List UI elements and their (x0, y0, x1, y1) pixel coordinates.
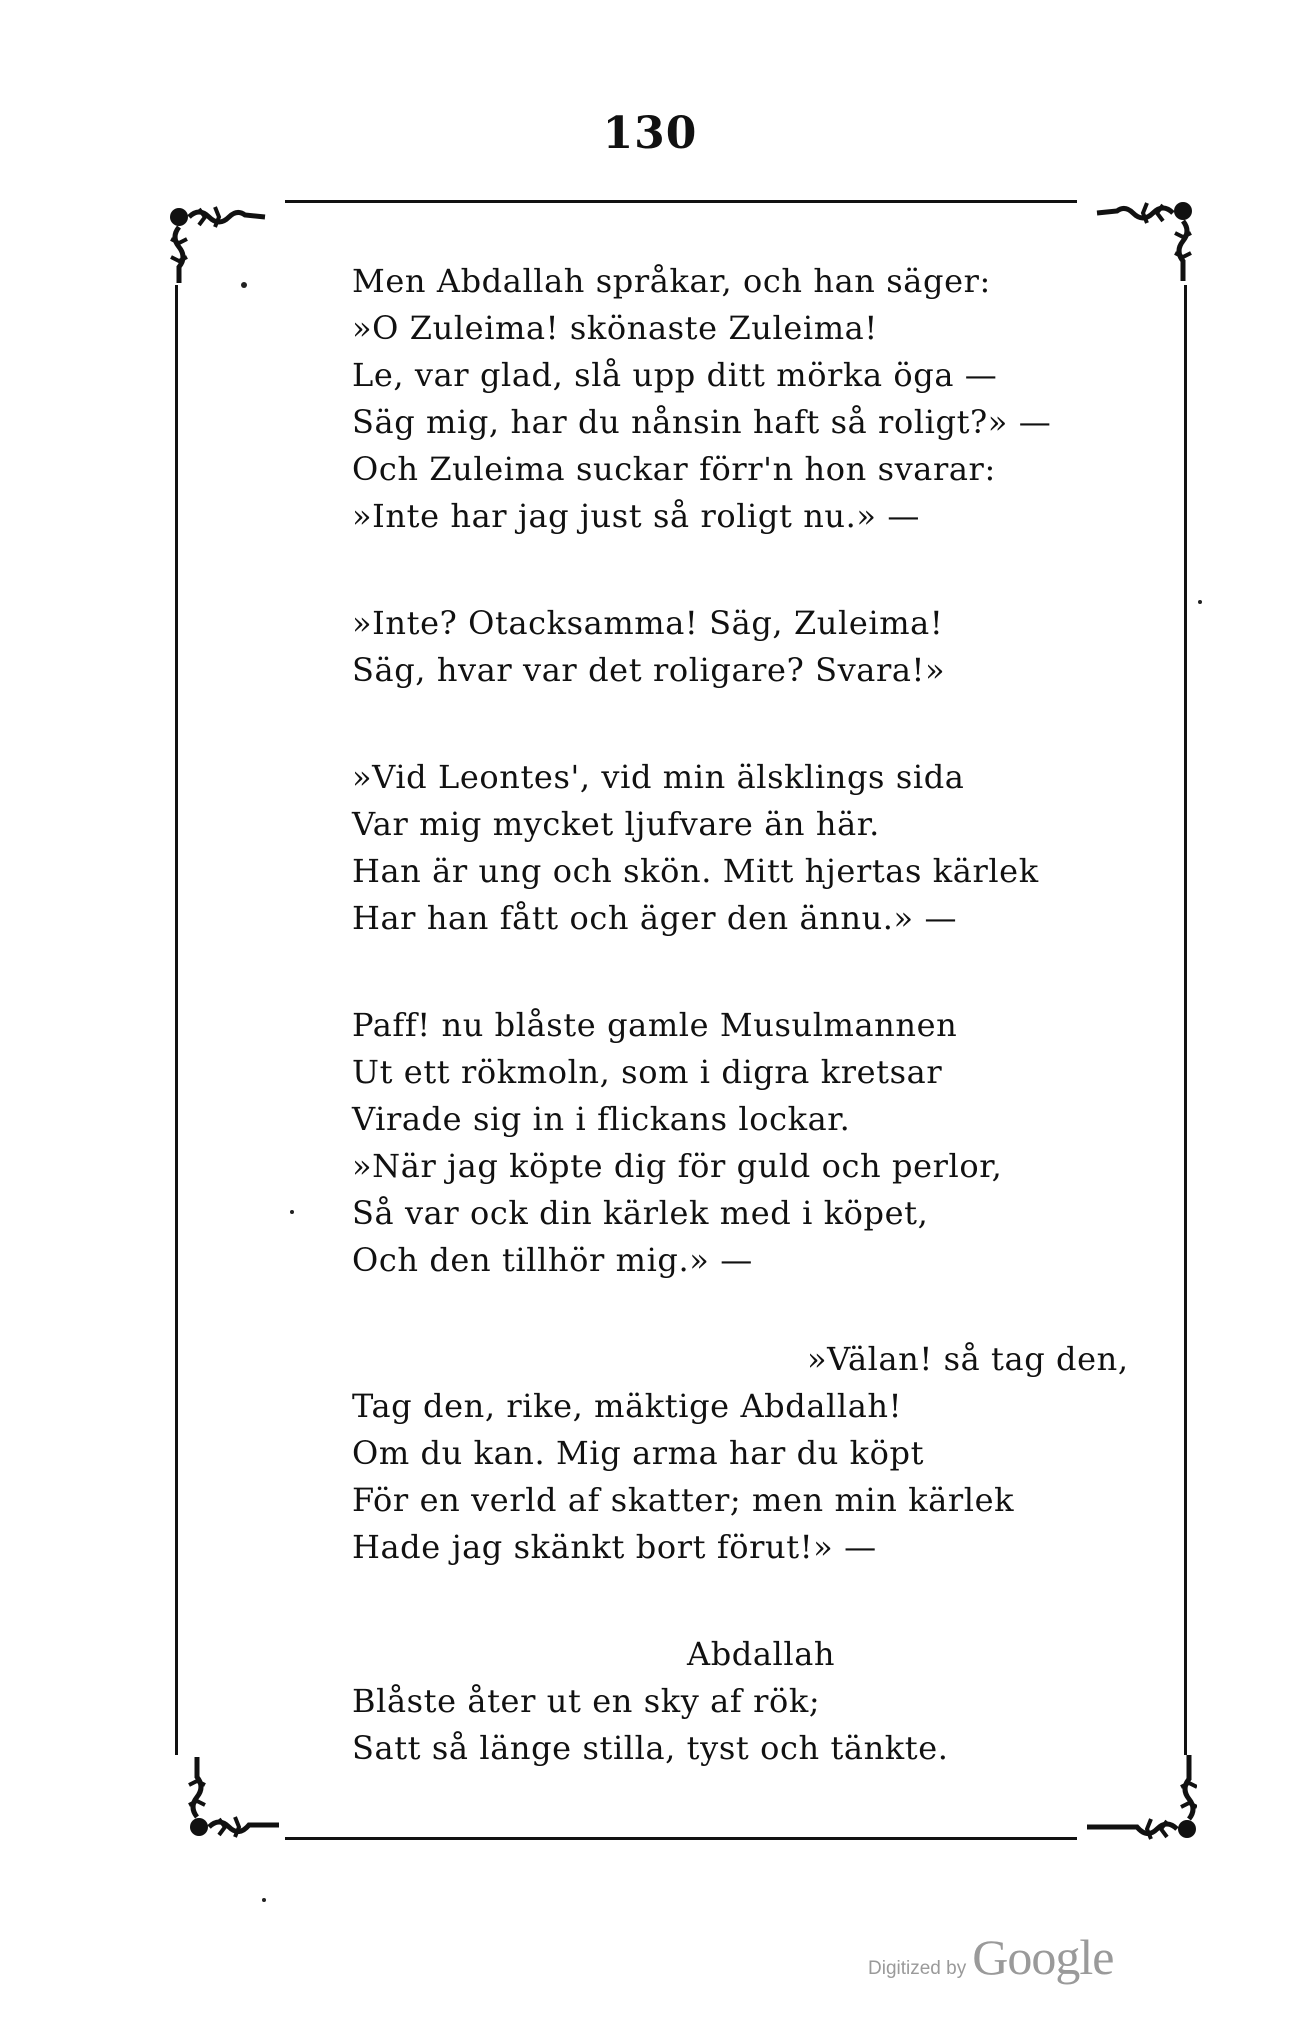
poem-line: Tag den, rike, mäktige Abdallah! (352, 1387, 903, 1425)
print-speck (290, 1210, 294, 1214)
poem-line: Så var ock din kärlek med i köpet, (352, 1194, 929, 1232)
poem-line: Om du kan. Mig arma har du köpt (352, 1434, 925, 1472)
stanza (352, 1631, 1112, 1772)
poem-line: Paff! nu blåste gamle Musulmannen (352, 1006, 958, 1044)
poem-line: »Inte har jag just så roligt nu.» — (352, 497, 920, 535)
poem-line: Le, var glad, slå upp ditt mörka öga — (352, 356, 998, 394)
google-logo: Google (972, 1929, 1114, 1985)
poem-line: Abdallah (687, 1635, 836, 1673)
poem-line: Var mig mycket ljufvare än här. (352, 805, 880, 843)
poem-line: »Välan! så tag den, (807, 1340, 1129, 1378)
poem-line: Och den tillhör mig.» — (352, 1241, 753, 1279)
poem-line: »Inte? Otacksamma! Säg, Zuleima! (352, 604, 944, 642)
page-number: 130 (602, 108, 698, 159)
poem-line: »O Zuleima! skönaste Zuleima! (352, 309, 878, 347)
print-speck (1198, 600, 1202, 604)
poem-line: Har han fått och äger den ännu.» — (352, 899, 958, 937)
poem-line: Han är ung och skön. Mitt hjertas kärlek (352, 852, 1039, 890)
digitized-watermark (868, 1928, 1113, 1986)
stanza (352, 1336, 1129, 1571)
stanza (352, 600, 1112, 694)
floral-corner-ornament-icon (165, 195, 285, 285)
poem-line: »Vid Leontes', vid min älsklings sida (352, 758, 965, 796)
poem-line: »När jag köpte dig för guld och perlor, (352, 1147, 1003, 1185)
poem-line: Hade jag skänkt bort förut!» — (352, 1528, 877, 1566)
print-speck (241, 282, 247, 288)
poem-line: Virade sig in i flickans lockar. (352, 1100, 851, 1138)
poem-line: Blåste åter ut en sky af rök; (352, 1682, 821, 1720)
poem-line: Satt så länge stilla, tyst och tänkte. (352, 1729, 949, 1767)
poem-line: Och Zuleima suckar förr'n hon svarar: (352, 450, 996, 488)
poem-line: Säg mig, har du nånsin haft så roligt?» — (352, 403, 1052, 441)
print-speck (262, 1898, 266, 1902)
poem-line: Säg, hvar var det roligare? Svara!» (352, 651, 946, 689)
digitized-label: Digitized by (868, 1958, 967, 1979)
stanza (352, 1002, 1112, 1284)
poem-line: Ut ett rökmoln, som i digra kretsar (352, 1053, 943, 1091)
poem-body (352, 258, 1129, 1832)
poem-line: För en verld af skatter; men min kärlek (352, 1481, 1015, 1519)
stanza (352, 754, 1112, 942)
stanza (352, 258, 1112, 540)
poem-line: Men Abdallah språkar, och han säger: (352, 262, 991, 300)
floral-corner-ornament-icon (165, 1755, 285, 1845)
